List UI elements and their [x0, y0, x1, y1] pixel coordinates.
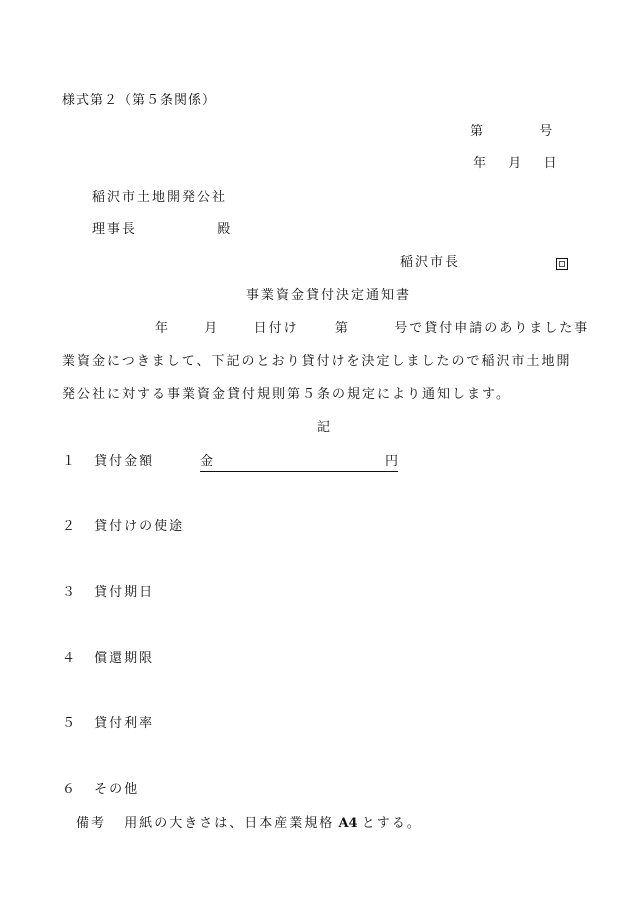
date-year: 年 — [473, 156, 487, 171]
note — [76, 817, 422, 830]
item-5 — [62, 717, 154, 730]
addressee-organization: 稲沢市土地開発公社 — [92, 190, 228, 205]
item-label: 貸付金額 — [94, 454, 155, 469]
body-month: 月 — [204, 321, 218, 336]
amount-underline — [200, 454, 398, 472]
item-label: 貸付けの使途 — [94, 519, 185, 534]
note-size: A4 — [338, 816, 358, 831]
note-text: 用紙の大きさは、日本産業規格 — [124, 816, 335, 831]
body-rest: 号で貸付申請のありました事 — [394, 321, 590, 336]
item-number: ６ — [62, 782, 76, 797]
amount-prefix: 金 — [200, 454, 214, 469]
addressee-honorific: 殿 — [217, 222, 231, 237]
item-number: ５ — [62, 716, 76, 731]
item-label: 貸付利率 — [94, 716, 155, 731]
note-end: とする。 — [361, 816, 422, 831]
seal-mark-icon — [556, 258, 568, 270]
body-year: 年 — [155, 321, 169, 336]
doc-date — [473, 157, 557, 170]
addressee-line — [92, 223, 230, 236]
item-2 — [62, 520, 184, 533]
item-number: ４ — [62, 651, 76, 666]
note-label: 備考 — [76, 816, 107, 831]
item-1 — [62, 455, 154, 468]
addressee-title: 理事長 — [92, 222, 138, 237]
body-line-1 — [155, 322, 589, 335]
item-label: 償還期限 — [94, 651, 155, 666]
body-line-2: 業資金につきまして、下記のとおり貸付けを決定しましたので稲沢市土地開 — [62, 354, 572, 369]
ki-mark: 記 — [317, 420, 331, 435]
form-label: 様式第２（第５条関係） — [62, 93, 217, 108]
item-6 — [62, 783, 139, 796]
item-number: １ — [62, 454, 76, 469]
item-4 — [62, 652, 154, 665]
item-label: その他 — [94, 782, 140, 797]
sender-name: 稲沢市長 — [400, 255, 461, 270]
body-no: 第 — [334, 321, 348, 336]
item-label: 貸付期日 — [94, 585, 155, 600]
amount-field — [200, 455, 398, 468]
date-day: 日 — [543, 156, 557, 171]
body-dated: 日付け — [253, 321, 299, 336]
seal-icon — [556, 257, 568, 270]
body-line-3: 発公社に対する事業資金貸付規則第５条の規定により通知します。 — [62, 387, 511, 402]
item-3 — [62, 586, 154, 599]
item-number: ３ — [62, 585, 76, 600]
doc-number — [470, 125, 552, 138]
amount-suffix: 円 — [385, 454, 399, 469]
doc-number-suffix: 号 — [539, 124, 553, 139]
item-number: ２ — [62, 519, 76, 534]
doc-number-prefix: 第 — [470, 124, 484, 139]
document-title: 事業資金貸付決定通知書 — [246, 288, 412, 303]
date-month: 月 — [508, 156, 522, 171]
